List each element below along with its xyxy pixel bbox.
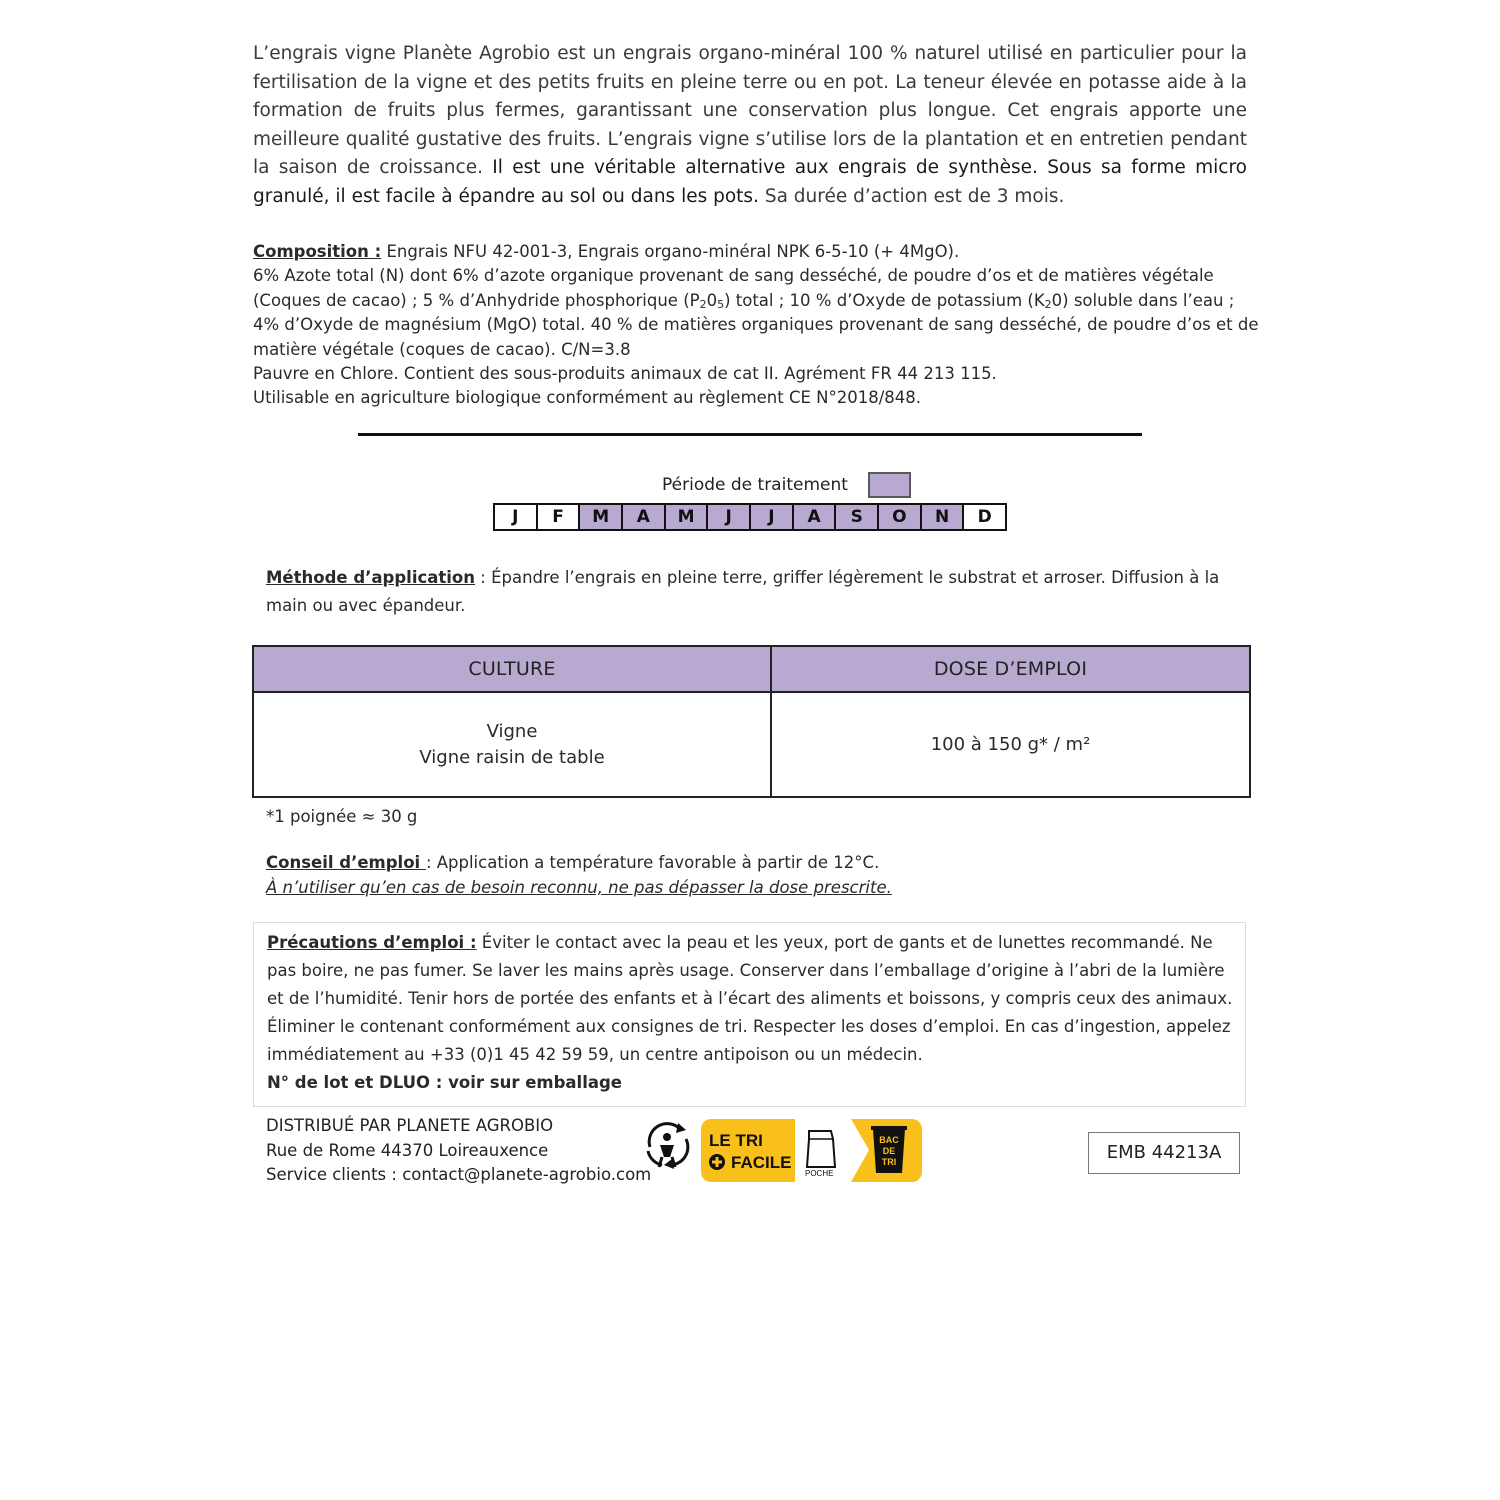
pack-label: POCHE: [805, 1169, 834, 1178]
dose-table-header-row: [253, 646, 1250, 692]
period-legend: [662, 472, 911, 498]
bin-label-2: DE: [882, 1146, 896, 1156]
usage-advice: [266, 851, 892, 900]
pouch-icon: [807, 1131, 835, 1167]
month-cell: A: [794, 505, 837, 529]
subscript-5: 5: [717, 297, 725, 311]
footnote: *1 poignée ≈ 30 g: [266, 807, 418, 826]
composition-line-2: 6% Azote total (N) dont 6% d’azote organique provenant de sang desséché, de poudre d’os et de matières végétale: [253, 266, 1214, 286]
subscript-k2: 2: [1044, 297, 1052, 311]
composition-line-4: 4% d’Oxyde de magnésium (MgO) total. 40 % de matières organiques provenant de sang desséché, de poudre d’os et de: [253, 315, 1259, 335]
distributor-info: [266, 1114, 651, 1188]
dose-table-row: [253, 692, 1250, 797]
intro-text-2: Il est une véritable alternative aux engrais de synthèse. Sous sa forme micro granulé, il est facile à épandre au sol ou dans les pots.: [253, 157, 1247, 207]
distributor-contact: Service clients : contact@planete-agrobio.com: [266, 1165, 652, 1184]
composition-norm: Engrais NFU 42-001-3, Engrais organo-minéral NPK 6-5-10 (+ 4MgO).: [386, 242, 960, 261]
lot-info: N° de lot et DLUO : voir sur emballage: [267, 1073, 622, 1092]
composition-line-1: [253, 240, 1253, 264]
month-cell: A: [623, 505, 666, 529]
composition-line-6: Pauvre en Chlore. Contient des sous-produits animaux de cat II. Agrément FR 44 213 115.: [253, 364, 997, 384]
tri-facile-badge: [701, 1119, 922, 1182]
dose-column-header: DOSE D’EMPLOI: [771, 646, 1250, 692]
application-method-heading: Méthode d’application: [266, 568, 476, 587]
usage-warning: À n’utiliser qu’en cas de besoin reconnu, ne pas dépasser la dose prescrite.: [266, 877, 892, 897]
bin-label-3: TRI: [881, 1157, 897, 1167]
month-cell: O: [879, 505, 922, 529]
usage-advice-text: : Application a température favorable à partir de 12°C.: [425, 853, 880, 872]
emb-code: EMB 44213A: [1088, 1132, 1240, 1174]
subscript-2: 2: [699, 297, 707, 311]
triman-icon: [640, 1117, 696, 1173]
month-cell: F: [538, 505, 581, 529]
precautions-box: [253, 922, 1246, 1107]
culture-line-2: Vigne raisin de table: [419, 746, 605, 768]
usage-advice-heading: Conseil d’emploi: [266, 853, 426, 872]
separator-line: [358, 433, 1142, 436]
dose-cell: 100 à 150 g* / m²: [771, 692, 1250, 797]
distributor-address: Rue de Rome 44370 Loireauxence: [266, 1140, 549, 1160]
month-cell: J: [708, 505, 751, 529]
dose-table: [252, 645, 1251, 798]
intro-text-1: L’engrais vigne Planète Agrobio est un engrais organo-minéral 100 % naturel utilisé en particulier pour la fertilisation de la vigne et des petits fruits en pleine terre ou en pot. La teneur élevée en potasse aide à la formation de fruits plus fermes, garantissant une conservation plus longue. Cet engrais apporte une meilleure qualité gustative des fruits. L’engrais vigne s’utilise lors de la plantation et en entretien pendant la saison de croissance.: [253, 43, 1247, 178]
bin-label-1: BAC: [879, 1135, 899, 1145]
month-cell: M: [580, 505, 623, 529]
period-legend-label: Période de traitement: [662, 475, 848, 495]
month-cell: D: [977, 507, 992, 527]
culture-cell: [253, 692, 771, 797]
composition-line-3c: ) total ; 10 % d’Oxyde de potassium (K: [724, 290, 1045, 310]
tri-badge-line-2: FACILE: [731, 1153, 792, 1172]
application-method: [266, 564, 1250, 620]
composition-line-3b: 0: [706, 290, 718, 310]
month-cell: J: [495, 505, 538, 529]
period-legend-swatch: [868, 472, 911, 498]
composition-line-3a: (Coques de cacao) ; 5 % d’Anhydride phosphorique (P: [253, 290, 700, 310]
culture-column-header: CULTURE: [253, 646, 771, 692]
composition-line-5: matière végétale (coques de cacao). C/N=3.8: [253, 339, 631, 359]
month-cell: J: [751, 505, 794, 529]
composition-block: [253, 240, 1259, 411]
month-cell: N: [922, 505, 965, 529]
distributor-name: DISTRIBUÉ PAR PLANETE AGROBIO: [266, 1116, 554, 1135]
composition-line-7: Utilisable en agriculture biologique conformément au règlement CE N°2018/848.: [253, 388, 922, 408]
month-cell: S: [836, 505, 879, 529]
culture-line-1: Vigne: [486, 720, 538, 742]
application-method-text: : Épandre l’engrais en pleine terre, griffer légèrement le substrat et arroser. Diffusion à la main ou avec épandeur.: [266, 568, 1220, 615]
composition-line-3: [253, 289, 1253, 313]
composition-heading: Composition :: [253, 242, 382, 261]
month-cell: M: [666, 505, 709, 529]
intro-paragraph: [253, 40, 1247, 211]
month-calendar: [493, 503, 1007, 531]
composition-line-3d: 0) soluble dans l’eau ;: [1051, 290, 1235, 310]
precautions-text: Éviter le contact avec la peau et les yeux, port de gants et de lunettes recommandé. Ne pas boire, ne pas fumer. Se laver les mains après usage. Conserver dans l’emballage d’origine à l’abri de la lumière et de l’humidité. Tenir hors de portée des enfants et à l’écart des aliments et boissons, y compris ceux des animaux. Éliminer le contenant conformément aux consignes de tri. Respecter les doses d’emploi. En cas d’ingestion, appelez immédiatement au +33 (0)1 45 42 59 59, un centre antipoison ou un médecin.: [267, 933, 1233, 1064]
precautions-heading: Précautions d’emploi :: [267, 933, 477, 952]
tri-badge-line-1: LE TRI: [709, 1131, 763, 1150]
intro-text-3: Sa durée d’action est de 3 mois.: [764, 185, 1065, 207]
